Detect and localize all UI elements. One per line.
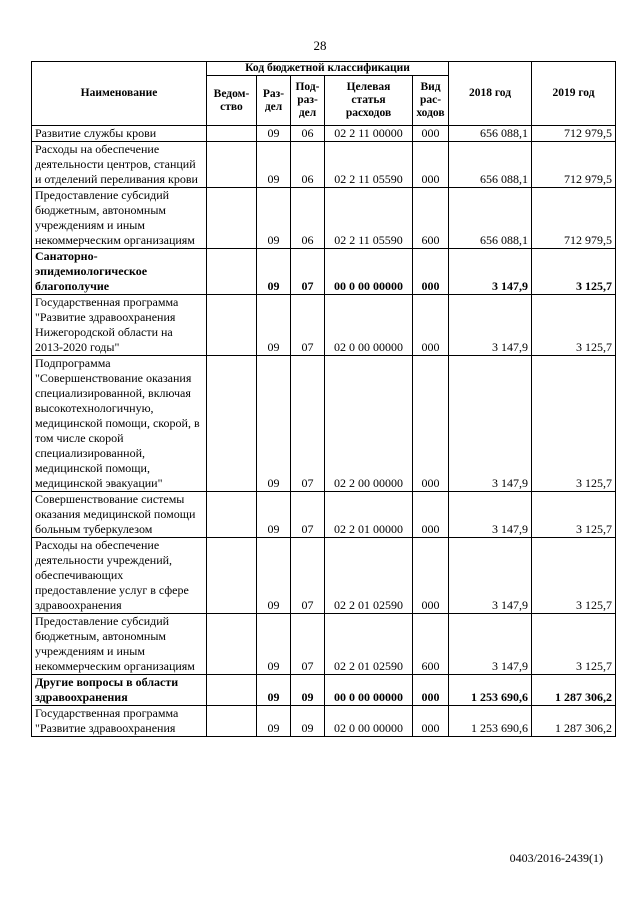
row-amount-2018: 656 088,1 [449, 142, 532, 188]
header-budget-code-group: Код бюджетной классификации [207, 62, 449, 76]
row-vedomstvo [207, 142, 257, 188]
header-name: Наименование [32, 62, 207, 126]
row-vedomstvo [207, 188, 257, 249]
row-razdel: 09 [257, 295, 291, 356]
table-row [32, 706, 616, 737]
row-amount-2019: 3 125,7 [532, 249, 616, 295]
row-amount-2019: 712 979,5 [532, 142, 616, 188]
row-target-article: 02 2 11 00000 [325, 126, 413, 142]
row-vedomstvo [207, 706, 257, 737]
row-vedomstvo [207, 492, 257, 538]
row-amount-2019: 3 125,7 [532, 356, 616, 492]
table-row [32, 142, 616, 188]
row-expense-type: 000 [413, 295, 449, 356]
row-podrazdel: 06 [291, 142, 325, 188]
row-target-article: 02 0 00 00000 [325, 295, 413, 356]
row-amount-2019: 1 287 306,2 [532, 675, 616, 706]
table-row [32, 126, 616, 142]
row-target-article: 00 0 00 00000 [325, 675, 413, 706]
header-expense-type: Вид рас- ходов [413, 76, 449, 126]
header-podrazdel: Под- раз- дел [291, 76, 325, 126]
row-expense-type: 000 [413, 706, 449, 737]
row-name: Совершенствование системы оказания медицинской помощи больным туберкулезом [32, 492, 207, 538]
row-vedomstvo [207, 614, 257, 675]
row-name: Расходы на обеспечение деятельности учреждений, обеспечивающих предоставление услуг в сфере здравоохранения [32, 538, 207, 614]
row-podrazdel: 07 [291, 492, 325, 538]
row-podrazdel: 07 [291, 614, 325, 675]
table-row [32, 492, 616, 538]
row-vedomstvo [207, 538, 257, 614]
row-podrazdel: 07 [291, 538, 325, 614]
row-razdel: 09 [257, 706, 291, 737]
row-amount-2019: 1 287 306,2 [532, 706, 616, 737]
row-podrazdel: 06 [291, 126, 325, 142]
page-number: 28 [313, 38, 327, 53]
table-row [32, 188, 616, 249]
row-amount-2018: 3 147,9 [449, 295, 532, 356]
row-vedomstvo [207, 295, 257, 356]
row-expense-type: 000 [413, 142, 449, 188]
header-year-2018: 2018 год [449, 62, 532, 126]
row-razdel: 09 [257, 356, 291, 492]
row-podrazdel: 06 [291, 188, 325, 249]
row-amount-2019: 712 979,5 [532, 188, 616, 249]
row-expense-type: 000 [413, 538, 449, 614]
row-razdel: 09 [257, 188, 291, 249]
row-name: Предоставление субсидий бюджетным, автономным учреждениям и иным некоммерческим организациям [32, 614, 207, 675]
row-target-article: 02 2 11 05590 [325, 142, 413, 188]
document-code: 0403/2016-2439(1) [509, 851, 603, 865]
row-amount-2019: 3 125,7 [532, 614, 616, 675]
table-row [32, 295, 616, 356]
row-amount-2019: 3 125,7 [532, 295, 616, 356]
row-name: Подпрограмма "Совершенствование оказания специализированной, включая высокотехнологичную, медицинской помощи, скорой, в том числе скорой специализированной, медицинской помощи, медицинской эвакуации" [32, 356, 207, 492]
row-podrazdel: 07 [291, 249, 325, 295]
row-name: Государственная программа "Развитие здравоохранения Нижегородской области на 2013-2020 годы" [32, 295, 207, 356]
row-amount-2018: 1 253 690,6 [449, 675, 532, 706]
row-amount-2018: 3 147,9 [449, 356, 532, 492]
row-expense-type: 600 [413, 614, 449, 675]
row-name: Государственная программа "Развитие здравоохранения [32, 706, 207, 737]
row-target-article: 02 2 11 05590 [325, 188, 413, 249]
row-razdel: 09 [257, 614, 291, 675]
row-expense-type: 000 [413, 675, 449, 706]
row-expense-type: 000 [413, 126, 449, 142]
row-amount-2018: 3 147,9 [449, 249, 532, 295]
header-razdel: Раз- дел [257, 76, 291, 126]
table-row [32, 675, 616, 706]
row-target-article: 02 2 01 02590 [325, 538, 413, 614]
row-razdel: 09 [257, 126, 291, 142]
row-vedomstvo [207, 675, 257, 706]
row-name: Предоставление субсидий бюджетным, автономным учреждениям и иным некоммерческим организациям [32, 188, 207, 249]
row-target-article: 00 0 00 00000 [325, 249, 413, 295]
table-row [32, 614, 616, 675]
row-amount-2018: 656 088,1 [449, 126, 532, 142]
row-amount-2019: 712 979,5 [532, 126, 616, 142]
row-amount-2018: 3 147,9 [449, 492, 532, 538]
row-podrazdel: 07 [291, 356, 325, 492]
row-amount-2018: 656 088,1 [449, 188, 532, 249]
row-target-article: 02 2 01 02590 [325, 614, 413, 675]
row-name: Развитие службы крови [32, 126, 207, 142]
row-target-article: 02 2 01 00000 [325, 492, 413, 538]
row-podrazdel: 07 [291, 295, 325, 356]
row-amount-2019: 3 125,7 [532, 492, 616, 538]
row-vedomstvo [207, 356, 257, 492]
row-expense-type: 000 [413, 356, 449, 492]
header-year-2019: 2019 год [532, 62, 616, 126]
row-podrazdel: 09 [291, 675, 325, 706]
row-amount-2018: 3 147,9 [449, 538, 532, 614]
row-razdel: 09 [257, 492, 291, 538]
header-vedomstvo: Ведом- ство [207, 76, 257, 126]
row-podrazdel: 09 [291, 706, 325, 737]
row-expense-type: 000 [413, 492, 449, 538]
row-vedomstvo [207, 126, 257, 142]
table-row [32, 538, 616, 614]
row-expense-type: 000 [413, 249, 449, 295]
table-row [32, 249, 616, 295]
row-razdel: 09 [257, 538, 291, 614]
row-amount-2018: 3 147,9 [449, 614, 532, 675]
row-name: Санаторно-эпидемиологическое благополучие [32, 249, 207, 295]
budget-table [31, 61, 616, 737]
row-target-article: 02 2 00 00000 [325, 356, 413, 492]
row-expense-type: 600 [413, 188, 449, 249]
row-name: Другие вопросы в области здравоохранения [32, 675, 207, 706]
header-target-article: Целевая статья расходов [325, 76, 413, 126]
row-amount-2018: 1 253 690,6 [449, 706, 532, 737]
row-vedomstvo [207, 249, 257, 295]
row-razdel: 09 [257, 142, 291, 188]
row-razdel: 09 [257, 249, 291, 295]
row-amount-2019: 3 125,7 [532, 538, 616, 614]
row-target-article: 02 0 00 00000 [325, 706, 413, 737]
row-razdel: 09 [257, 675, 291, 706]
row-name: Расходы на обеспечение деятельности центров, станций и отделений переливания крови [32, 142, 207, 188]
table-row [32, 356, 616, 492]
